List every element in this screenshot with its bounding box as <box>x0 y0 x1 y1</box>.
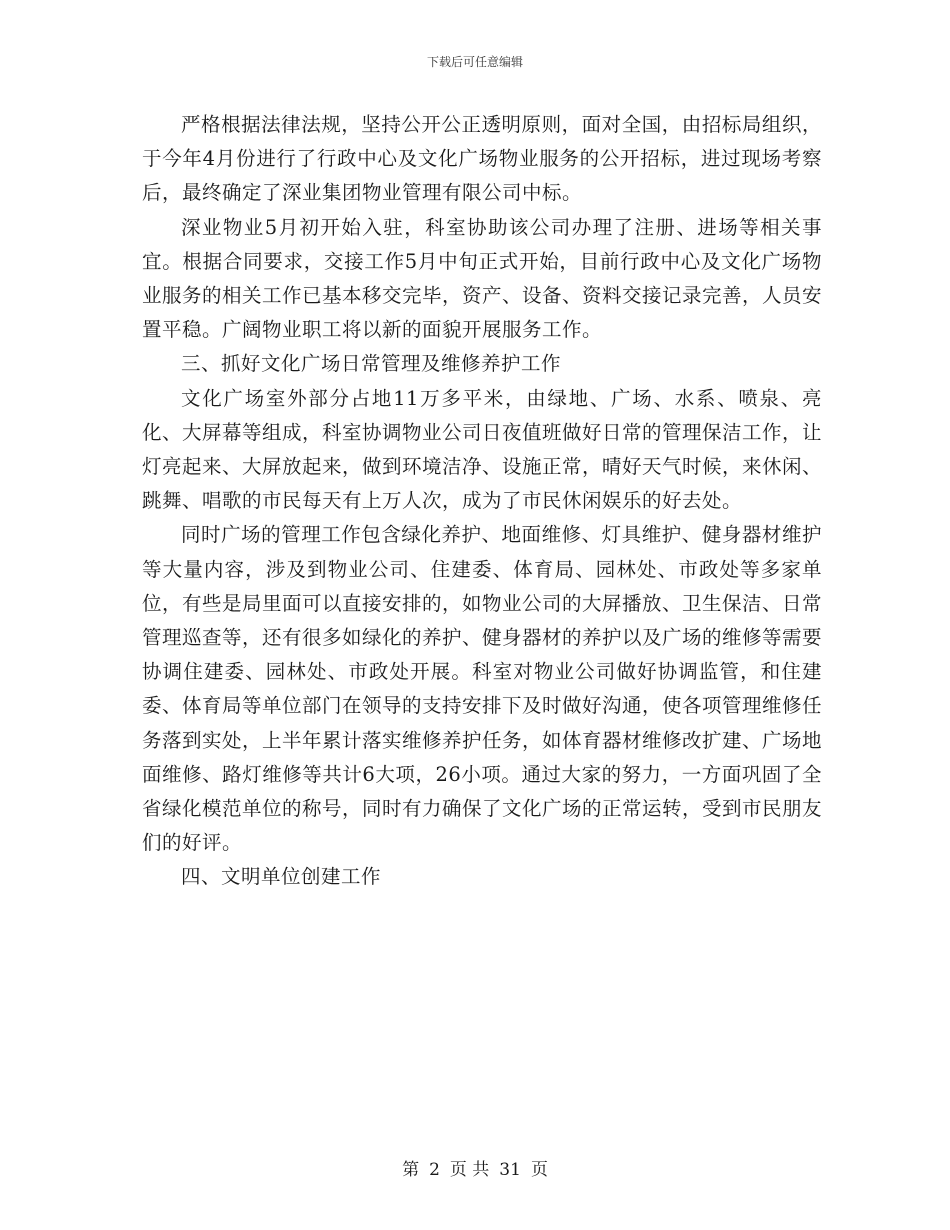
footer-middle: 页 共 <box>449 1160 490 1180</box>
footer-current-page: 2 <box>429 1160 440 1180</box>
paragraph-plaza-maintenance: 同时广场的管理工作包含绿化养护、地面维修、灯具维护、健身器材维护等大量内容，涉及到物业公司、住建委、体育局、园林处、市政处等多家单位，有些是局里面可以直接安排的，如物业公司的大屏播放、卫生保洁、日常管理巡查等，还有很多如绿化的养护、健身器材的养护以及广场的维修等需要协调住建委、园林处、市政处开展。科室对物业公司做好协调监管，和住建委、体育局等单位部门在领导的支持安排下及时做好沟通，使各项管理维修任务落到实处，上半年累计落实维修养护任务，如体育器材维修改扩建、广场地面维修、路灯维修等共计6大项，26小项。通过大家的努力，一方面巩固了全省绿化模范单位的称号，同时有力确保了文化广场的正常运转，受到市民朋友们的好评。 <box>142 523 823 855</box>
paragraph-handover: 深业物业5月初开始入驻，科室协助该公司办理了注册、进场等相关事宜。根据合同要求，交接工作5月中旬正式开始，目前行政中心及文化广场物业服务的相关工作已基本移交完毕，资产、设备、资料交接记录完善，人员安置平稳。广阔物业职工将以新的面貌开展服务工作。 <box>142 215 823 342</box>
document-body <box>142 108 822 895</box>
paragraph-bidding: 严格根据法律法规，坚持公开公正透明原则，面对全国，由招标局组织，于今年4月份进行了行政中心及文化广场物业服务的公开招标，进过现场考察后，最终确定了深业集团物业管理有限公司中标。 <box>142 113 822 205</box>
footer-prefix: 第 <box>402 1160 420 1180</box>
section-heading-3: 三、抓好文化广场日常管理及维修养护工作 <box>181 352 562 376</box>
section-heading-4: 四、文明单位创建工作 <box>181 865 382 889</box>
paragraph-plaza-overview: 文化广场室外部分占地11万多平米，由绿地、广场、水系、喷泉、亮化、大屏幕等组成，科室协调物业公司日夜值班做好日常的管理保洁工作，让灯亮起来、大屏放起来，做到环境洁净、设施正常，晴好天气时候，来休闲、跳舞、唱歌的市民每天有上万人次，成为了市民休闲娱乐的好去处。 <box>142 386 823 513</box>
footer-suffix: 页 <box>530 1160 548 1180</box>
footer-total-pages: 31 <box>499 1160 521 1180</box>
page-footer <box>0 1155 950 1180</box>
page-header: 下载后可任意编辑 <box>426 55 523 69</box>
